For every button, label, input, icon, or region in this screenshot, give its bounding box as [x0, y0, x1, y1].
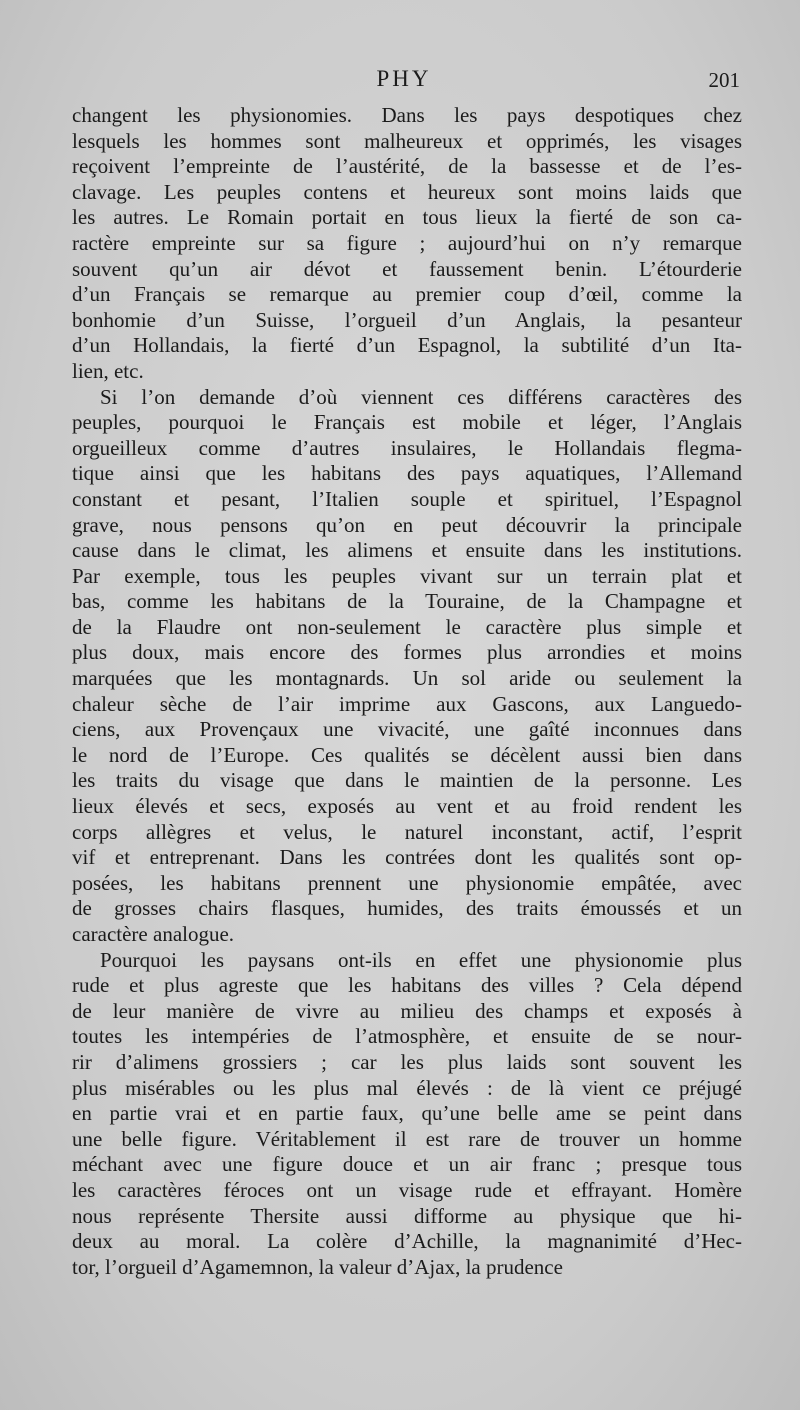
text-line: reçoivent l’empreinte de l’austérité, de la bassesse et de l’es- — [72, 154, 742, 179]
text-line: ractère empreinte sur sa figure ; aujourd’hui on n’y remarque — [72, 230, 742, 255]
text-line: de leur manière de vivre au milieu des champs et exposés à — [72, 998, 742, 1023]
text-line: d’un Français se remarque au premier coup d’œil, comme la — [72, 282, 742, 307]
text-line: Pourquoi les paysans ont-ils en effet une physionomie plus — [100, 947, 742, 972]
text-line: posées, les habitans prennent une physionomie empâtée, avec — [72, 870, 742, 895]
text-line: Si l’on demande d’où viennent ces différens caractères des — [100, 384, 742, 409]
text-line: le nord de l’Europe. Ces qualités se décèlent aussi bien dans — [72, 742, 742, 767]
body-text — [72, 103, 742, 1280]
text-line: cause dans le climat, les alimens et ensuite dans les institutions. — [72, 538, 742, 563]
text-line: caractère analogue. — [72, 922, 235, 946]
text-line: tor, l’orgueil d’Agamemnon, la valeur d’Ajax, la prudence — [72, 1254, 563, 1279]
text-line: orgueilleux comme d’autres insulaires, le Hollandais flegma- — [72, 435, 742, 460]
text-line: deux au moral. La colère d’Achille, la magnanimité d’Hec- — [72, 1229, 742, 1254]
text-line: méchant avec une figure douce et un air franc ; presque tous — [72, 1152, 742, 1177]
text-line: une belle figure. Véritablement il est rare de trouver un homme — [72, 1126, 742, 1151]
text-line: vif et entreprenant. Dans les contrées dont les qualités sont op- — [72, 845, 742, 870]
text-line: rude et plus agreste que les habitans des villes ? Cela dépend — [72, 973, 742, 998]
paragraph-3 — [72, 948, 742, 1281]
text-line: marquées que les montagnards. Un sol aride ou seulement la — [72, 666, 742, 691]
page-number: 201 — [708, 68, 740, 92]
text-line: Par exemple, tous les peuples vivant sur un terrain plat et — [72, 563, 742, 588]
text-line: souvent qu’un air dévot et faussement benin. L’étourderie — [72, 256, 742, 281]
text-line: changent les physionomies. Dans les pays despotiques chez — [72, 103, 742, 127]
text-line: plus misérables ou les plus mal élevés : de là vient ce préjugé — [72, 1075, 742, 1100]
text-line: constant et pesant, l’Italien souple et spirituel, l’Espagnol — [72, 486, 742, 511]
text-line: d’un Hollandais, la fierté d’un Espagnol, la subtilité d’un Ita- — [72, 333, 742, 358]
text-line: lien, etc. — [72, 358, 144, 383]
text-line: les traits du visage que dans le maintien de la personne. Les — [72, 768, 742, 793]
text-line: bas, comme les habitans de la Touraine, de la Champagne et — [72, 589, 742, 614]
text-line: tique ainsi que les habitans des pays aquatiques, l’Allemand — [72, 461, 742, 486]
text-line: en partie vrai et en partie faux, qu’une belle ame se peint dans — [72, 1101, 742, 1126]
text-line: plus doux, mais encore des formes plus arrondies et moins — [72, 640, 742, 665]
paragraph-2 — [72, 385, 742, 948]
text-line: corps allègres et velus, le naturel inconstant, actif, l’esprit — [72, 819, 742, 844]
text-line: grave, nous pensons qu’on en peut découvrir la principale — [72, 512, 742, 537]
text-line: les caractères féroces ont un visage rude et effrayant. Homère — [72, 1177, 742, 1202]
text-line: bonhomie d’un Suisse, l’orgueil d’un Anglais, la pesanteur — [72, 307, 742, 332]
text-line: de grosses chairs flasques, humides, des traits émoussés et un — [72, 896, 742, 921]
text-line: lieux élevés et secs, exposés au vent et au froid rendent les — [72, 794, 742, 819]
text-line: clavage. Les peuples contens et heureux sont moins laids que — [72, 179, 742, 204]
text-line: ciens, aux Provençaux une vivacité, une gaîté inconnues dans — [72, 717, 742, 742]
text-line: de la Flaudre ont non-seulement le caractère plus simple et — [72, 614, 742, 639]
page-header — [68, 66, 740, 102]
text-line: peuples, pourquoi le Français est mobile et léger, l’Anglais — [72, 410, 742, 435]
text-line: nous représente Thersite aussi difforme au physique que hi- — [72, 1203, 742, 1228]
text-line: lesquels les hommes sont malheureux et opprimés, les visages — [72, 128, 742, 153]
text-line: chaleur sèche de l’air imprime aux Gascons, aux Languedo- — [72, 691, 742, 716]
text-line: les autres. Le Romain portait en tous lieux la fierté de son ca- — [72, 205, 742, 230]
text-line: rir d’alimens grossiers ; car les plus laids sont souvent les — [72, 1049, 742, 1074]
text-line: toutes les intempéries de l’atmosphère, et ensuite de se nour- — [72, 1024, 742, 1049]
paragraph-1 — [72, 103, 742, 385]
running-head: PHY — [376, 66, 432, 91]
